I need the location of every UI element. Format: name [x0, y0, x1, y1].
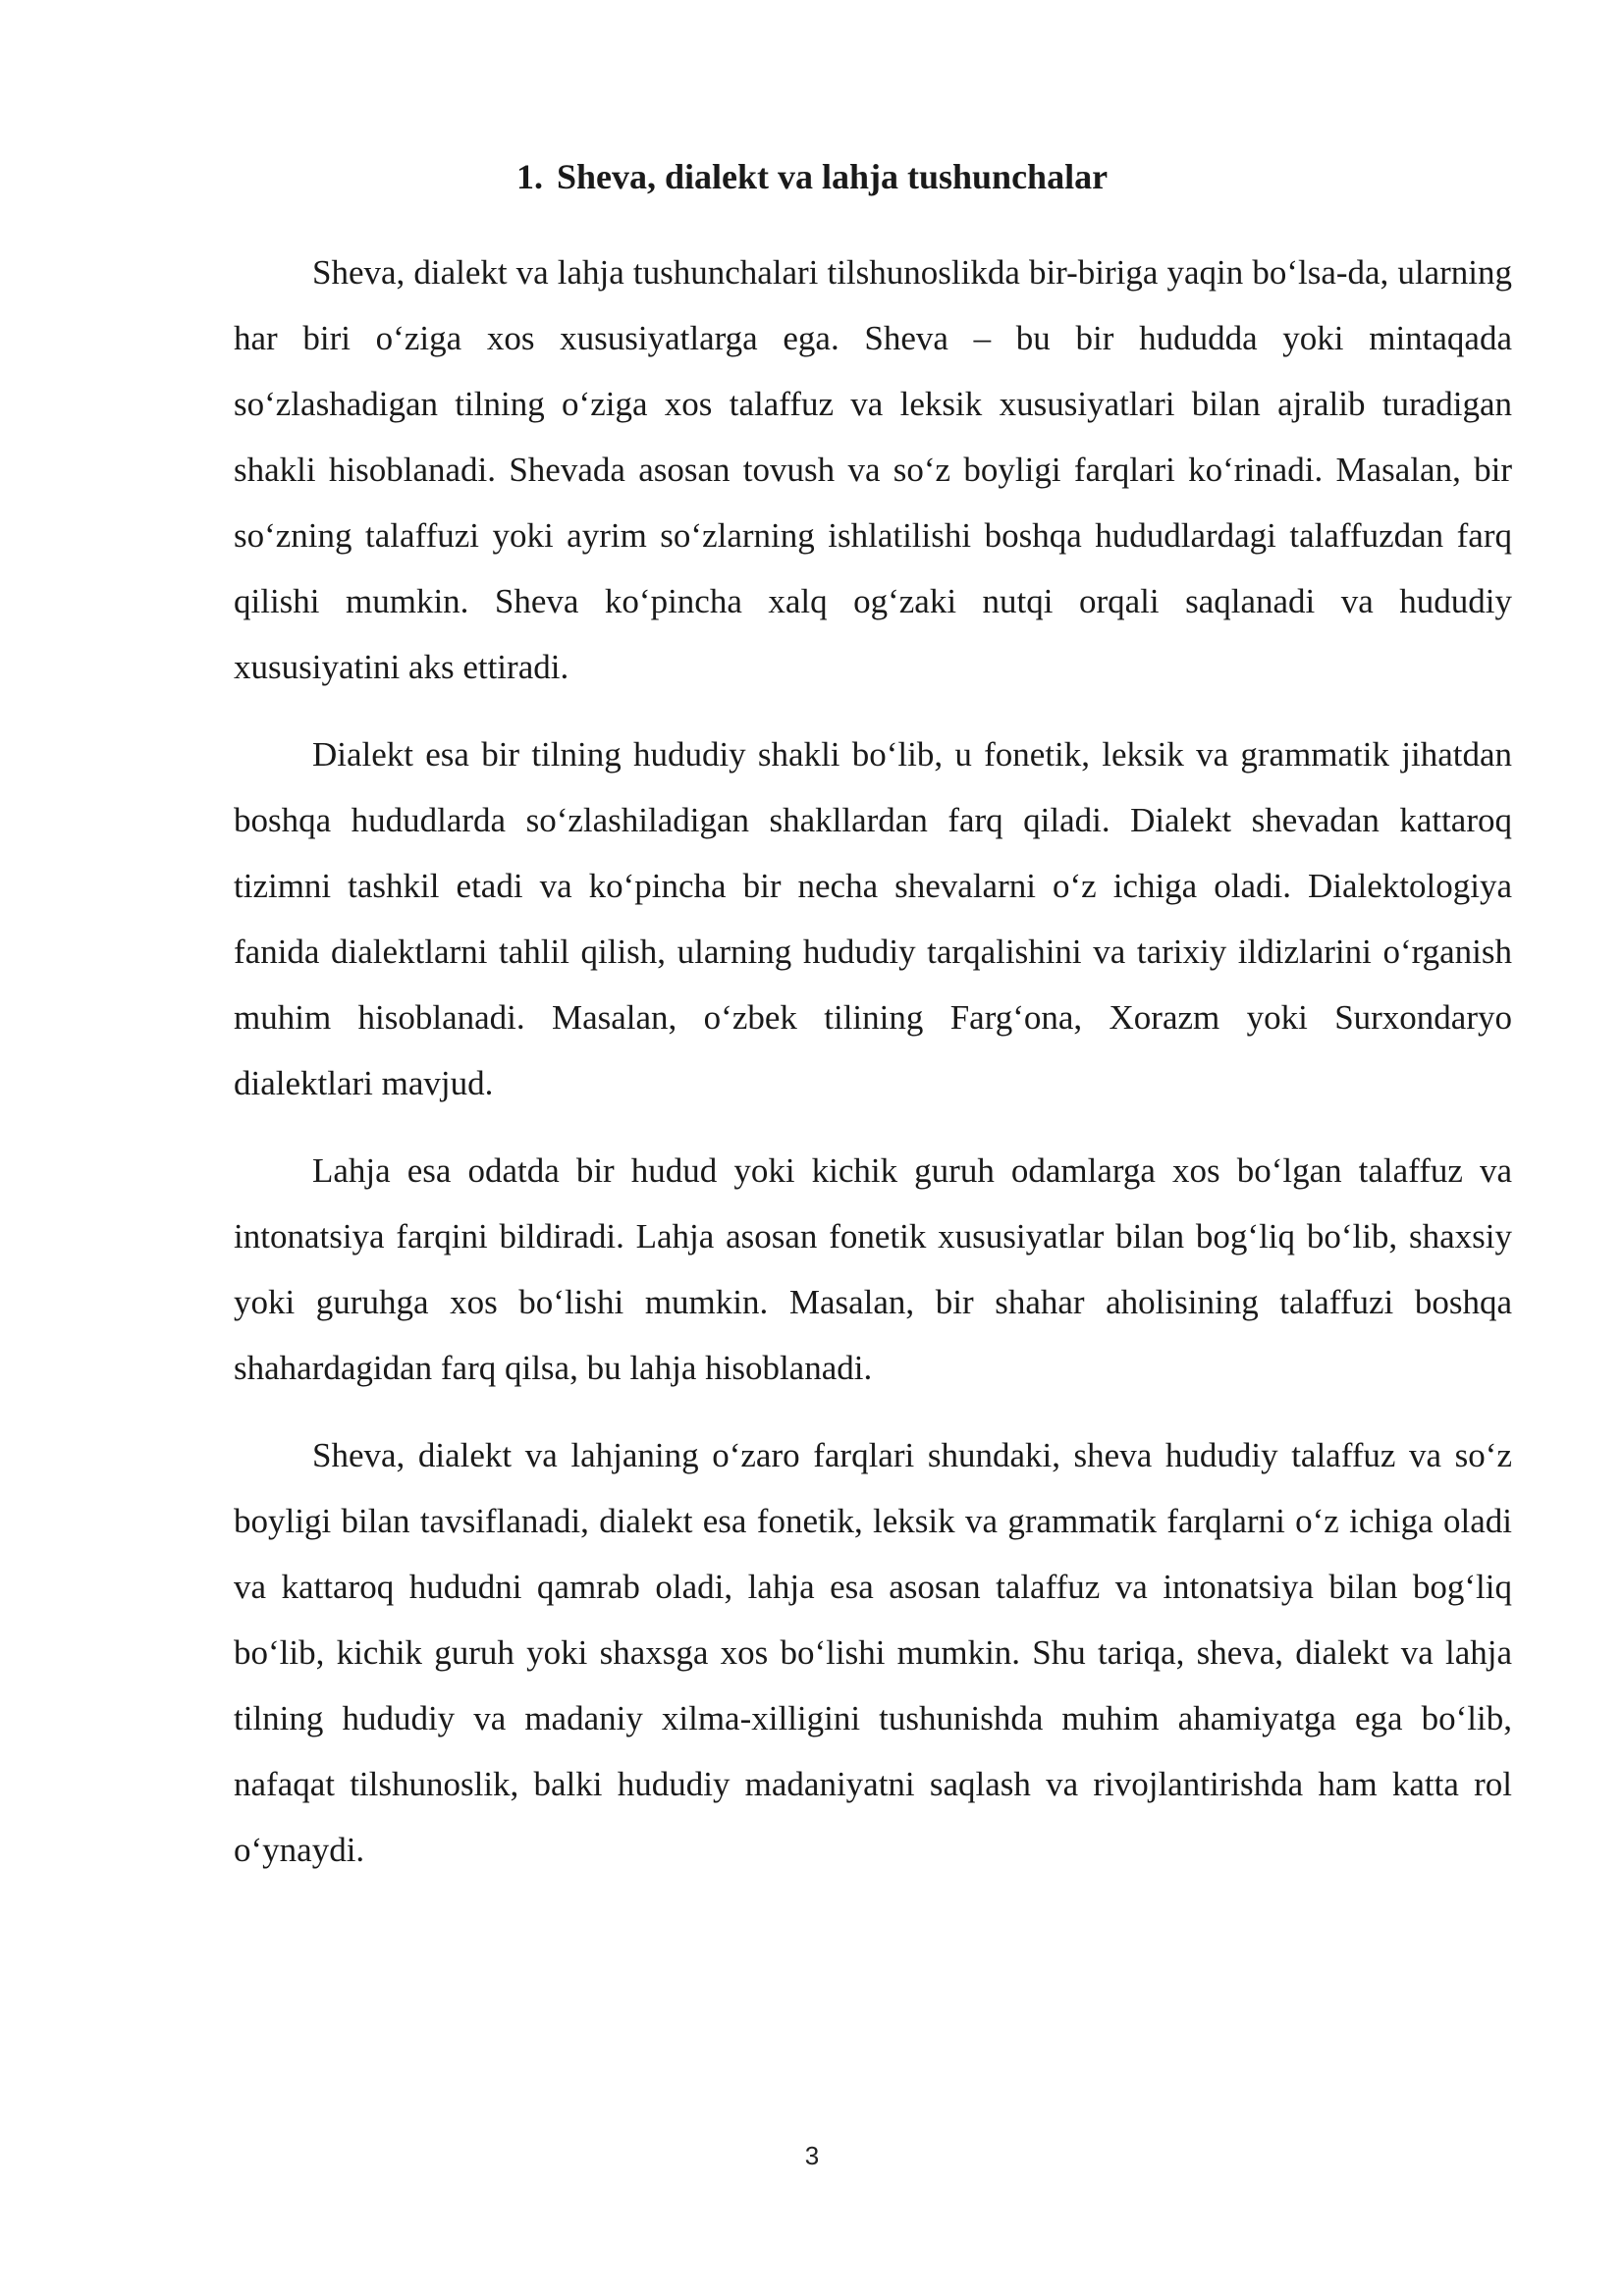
section-number: 1.: [515, 157, 543, 196]
page-number: 3: [804, 2141, 820, 2170]
section-title: Sheva, dialekt va lahja tushunchalar: [556, 157, 1109, 196]
paragraph-sheva: Sheva, dialekt va lahja tushunchalari tilshunoslikda bir-biriga yaqin bo‘lsa-da, ularning har biri o‘ziga xos xususiyatlarga ega. Sheva – bu bir hududda yoki mintaqada so‘zlashadigan tilning o‘ziga xos talaffuz va leksik xususiyatlari bilan ajralib turadigan shakli hisoblanadi. Shevada asosan tovush va so‘z boyligi farqlari ko‘rinadi. Masalan, bir so‘zning talaffuzi yoki ayrim so‘zlarning ishlatilishi boshqa hududlardagi talaffuzdan farq qilishi mumkin. Sheva ko‘pincha xalq og‘zaki nutqi orqali saqlanadi va hududiy xususiyatini aks ettiradi.: [234, 253, 1512, 686]
paragraph-dialekt: Dialekt esa bir tilning hududiy shakli bo‘lib, u fonetik, leksik va grammatik jihatdan boshqa hududlarda so‘zlashiladigan shakllardan farq qiladi. Dialekt shevadan kattaroq tizimni tashkil etadi va ko‘pincha bir necha shevalarni o‘z ichiga oladi. Dialektologiya fanida dialektlarni tahlil qilish, ularning hududiy tarqalishini va tarixiy ildizlarini o‘rganish muhim hisoblanadi. Masalan, o‘zbek tilining Farg‘ona, Xorazm yoki Surxondaryo dialektlari mavjud.: [234, 735, 1512, 1102]
body-text: [234, 240, 1512, 1904]
paragraph-lahja: Lahja esa odatda bir hudud yoki kichik guruh odamlarga xos bo‘lgan talaffuz va intonatsiya farqini bildiradi. Lahja asosan fonetik xususiyatlar bilan bog‘liq bo‘lib, shaxsiy yoki guruhga xos bo‘lishi mumkin. Masalan, bir shahar aholisining talaffuzi boshqa shahardagidan farq qilsa, bu lahja hisoblanadi.: [234, 1151, 1512, 1387]
section-heading: [196, 153, 1428, 200]
paragraph-differences: Sheva, dialekt va lahjaning o‘zaro farqlari shundaki, sheva hududiy talaffuz va so‘z boyligi bilan tavsiflanadi, dialekt esa fonetik, leksik va grammatik farqlarni o‘z ichiga oladi va kattaroq hududni qamrab oladi, lahja esa asosan talaffuz va intonatsiya bilan bog‘liq bo‘lib, kichik guruh yoki shaxsga xos bo‘lishi mumkin. Shu tariqa, sheva, dialekt va lahja tilning hududiy va madaniy xilma-xilligini tushunishda muhim ahamiyatga ega bo‘lib, nafaqat tilshunoslik, balki hududiy madaniyatni saqlash va rivojlantirishda ham katta rol o‘ynaydi.: [234, 1436, 1512, 1869]
